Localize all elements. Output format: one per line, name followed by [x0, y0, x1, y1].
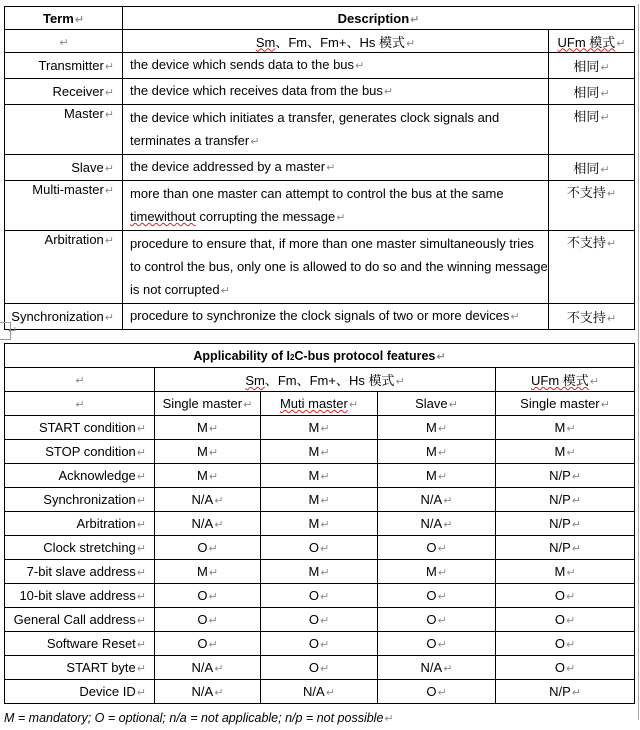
description-header: Description↵	[123, 7, 635, 30]
feature-cell: Acknowledge↵	[5, 464, 155, 488]
feature-cell: Synchronization↵	[5, 488, 155, 512]
description-cell: more than one master can attempt to control the bus at the same timewithout corrupting the message↵	[123, 181, 549, 231]
table-row	[5, 560, 635, 584]
footnote: M = mandatory; O = optional; n/a = not applicable; n/p = not possible↵	[4, 711, 394, 725]
feature-rows	[5, 416, 635, 704]
feature-cell: STOP condition↵	[5, 440, 155, 464]
column-header-row	[5, 392, 635, 416]
table-title: Applicability of I2C-bus protocol features↵	[5, 344, 635, 368]
empty-cell: ↵	[5, 392, 155, 416]
term-header: Term↵	[5, 7, 123, 30]
ufm-cell: 相同↵	[549, 79, 635, 105]
value-cell: O↵	[155, 584, 261, 608]
value-cell: N/A↵	[155, 680, 261, 704]
value-cell: N/A↵	[378, 488, 496, 512]
value-cell: O↵	[378, 680, 496, 704]
term-cell: Slave↵	[5, 155, 123, 181]
table-row	[5, 231, 635, 304]
value-cell: M↵	[261, 464, 378, 488]
table-row	[5, 304, 635, 330]
feature-cell: 7-bit slave address↵	[5, 560, 155, 584]
table-row	[5, 181, 635, 231]
table-row	[5, 608, 635, 632]
empty-cell: ↵	[5, 30, 123, 53]
term-cell: Master↵	[5, 105, 123, 155]
description-cell: the device which receives data from the bus↵	[123, 79, 549, 105]
value-cell: N/P↵	[496, 536, 635, 560]
table-row	[5, 155, 635, 181]
modes-subheader: Sm、Fm、Fm+、Hs 模式↵	[123, 30, 549, 53]
table-row	[5, 536, 635, 560]
value-cell: M↵	[155, 464, 261, 488]
table-row	[5, 464, 635, 488]
value-cell: O↵	[496, 608, 635, 632]
table-row	[5, 440, 635, 464]
column-header: Single master↵	[496, 392, 635, 416]
term-cell: Synchronization↵	[5, 304, 123, 330]
value-cell: M↵	[378, 416, 496, 440]
value-cell: O↵	[378, 536, 496, 560]
value-cell: O↵	[261, 632, 378, 656]
value-cell: M↵	[378, 440, 496, 464]
value-cell: M↵	[155, 416, 261, 440]
description-cell: the device which sends data to the bus↵	[123, 53, 549, 79]
value-cell: M↵	[496, 440, 635, 464]
ufm-cell: 不支持↵	[549, 231, 635, 304]
value-cell: O↵	[496, 632, 635, 656]
table-row	[5, 656, 635, 680]
table-row	[5, 512, 635, 536]
value-cell: M↵	[378, 560, 496, 584]
value-cell: O↵	[261, 536, 378, 560]
ufm-cell: 不支持↵	[549, 304, 635, 330]
terms-header-row	[5, 7, 635, 30]
feature-cell: START byte↵	[5, 656, 155, 680]
column-header: Slave↵	[378, 392, 496, 416]
description-cell: the device which initiates a transfer, generates clock signals and terminates a transfer↵	[123, 105, 549, 155]
ufm-cell: 相同↵	[549, 155, 635, 181]
paragraph-mark: ↵	[8, 325, 18, 337]
value-cell: O↵	[261, 584, 378, 608]
table-row	[5, 105, 635, 155]
value-cell: M↵	[261, 416, 378, 440]
value-cell: O↵	[378, 608, 496, 632]
value-cell: M↵	[261, 488, 378, 512]
table-row	[5, 632, 635, 656]
feature-cell: 10-bit slave address↵	[5, 584, 155, 608]
value-cell: O↵	[378, 584, 496, 608]
feature-cell: General Call address↵	[5, 608, 155, 632]
table-row	[5, 488, 635, 512]
value-cell: N/A↵	[155, 512, 261, 536]
table-row	[5, 416, 635, 440]
value-cell: M↵	[261, 560, 378, 584]
table-row	[5, 584, 635, 608]
feature-cell: Device ID↵	[5, 680, 155, 704]
value-cell: M↵	[496, 560, 635, 584]
value-cell: N/P↵	[496, 488, 635, 512]
feature-cell: Arbitration↵	[5, 512, 155, 536]
description-cell: the device addressed by a master↵	[123, 155, 549, 181]
description-cell: procedure to synchronize the clock signals of two or more devices↵	[123, 304, 549, 330]
ufm-subheader: UFm 模式↵	[549, 30, 635, 53]
description-cell: procedure to ensure that, if more than one master simultaneously tries to control the bus, only one is allowed to do so and the winning message is not corrupted↵	[123, 231, 549, 304]
term-cell: Transmitter↵	[5, 53, 123, 79]
value-cell: N/P↵	[496, 680, 635, 704]
group-header-row	[5, 368, 635, 392]
ufm-cell: 不支持↵	[549, 181, 635, 231]
value-cell: O↵	[155, 632, 261, 656]
table-row	[5, 680, 635, 704]
modes-group-header: Sm、Fm、Fm+、Hs 模式↵	[155, 368, 496, 392]
applicability-title-row	[5, 344, 635, 368]
value-cell: M↵	[496, 416, 635, 440]
value-cell: O↵	[155, 608, 261, 632]
column-header: Single master↵	[155, 392, 261, 416]
terms-table	[4, 6, 635, 330]
value-cell: M↵	[378, 464, 496, 488]
value-cell: N/A↵	[261, 680, 378, 704]
column-header: Muti master↵	[261, 392, 378, 416]
ufm-group-header: UFm 模式↵	[496, 368, 635, 392]
feature-cell: Clock stretching↵	[5, 536, 155, 560]
value-cell: M↵	[261, 440, 378, 464]
value-cell: M↵	[155, 440, 261, 464]
value-cell: O↵	[261, 656, 378, 680]
table-row	[5, 79, 635, 105]
terms-subheader-row	[5, 30, 635, 53]
value-cell: N/A↵	[155, 488, 261, 512]
value-cell: O↵	[155, 536, 261, 560]
table-row	[5, 53, 635, 79]
applicability-table	[4, 343, 635, 704]
term-cell: Receiver↵	[5, 79, 123, 105]
feature-cell: START condition↵	[5, 416, 155, 440]
value-cell: O↵	[378, 632, 496, 656]
ufm-cell: 相同↵	[549, 53, 635, 79]
value-cell: N/P↵	[496, 464, 635, 488]
value-cell: O↵	[261, 608, 378, 632]
value-cell: N/A↵	[378, 656, 496, 680]
value-cell: M↵	[261, 512, 378, 536]
ufm-cell: 相同↵	[549, 105, 635, 155]
value-cell: N/A↵	[155, 656, 261, 680]
term-cell: Arbitration↵	[5, 231, 123, 304]
value-cell: O↵	[496, 584, 635, 608]
empty-cell: ↵	[5, 368, 155, 392]
value-cell: N/A↵	[378, 512, 496, 536]
term-cell: Multi-master↵	[5, 181, 123, 231]
feature-cell: Software Reset↵	[5, 632, 155, 656]
value-cell: O↵	[496, 656, 635, 680]
value-cell: N/P↵	[496, 512, 635, 536]
value-cell: M↵	[155, 560, 261, 584]
